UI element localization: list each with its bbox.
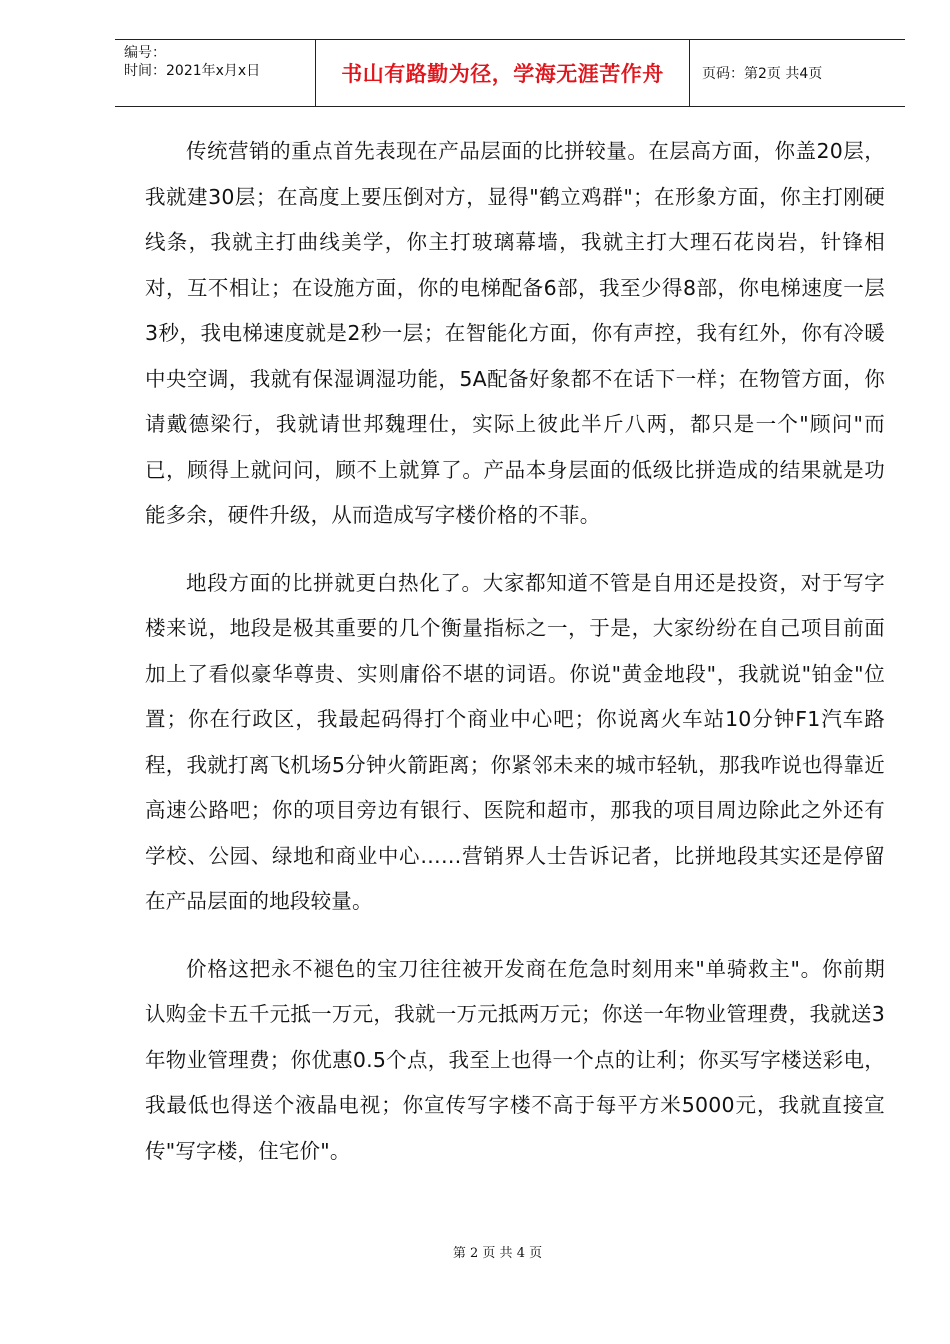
document-number-label: 编号： (124, 45, 166, 61)
body-paragraph: 传统营销的重点首先表现在产品层面的比拼较量。在层高方面，你盖20层，我就建30层；在高度上要压倒对方，显得"鹤立鸡群"；在形象方面，你主打刚硬线条，我就主打曲线美学，你主打玻璃幕墙，我就主打大理石花岗岩，针锋相对，互不相让；在设施方面，你的电梯配备6部，我至少得8部，你电梯速度一层3秒，我电梯速度就是2秒一层；在智能化方面，你有声控，我有红外，你有冷暖中央空调，我就有保湿调湿功能，5A配备好象都不在话下一样；在物管方面，你请戴德梁行，我就请世邦魏理仕，实际上彼此半斤八两，都只是一个"顾问"而已，顾得上就问问，顾不上就算了。产品本身层面的低级比拼造成的结果就是功能多余，硬件升级，从而造成写字楼价格的不菲。 (145, 139, 885, 527)
document-time-label: 时间：2021年x月x日 (124, 63, 261, 79)
header-page-info: 页码：第2页 共4页 (702, 66, 823, 82)
document-body (145, 129, 885, 1174)
body-paragraph: 地段方面的比拼就更白热化了。大家都知道不管是自用还是投资，对于写字楼来说，地段是极其重要的几个衡量指标之一，于是，大家纷纷在自己项目前面加上了看似豪华尊贵、实则庸俗不堪的词语。你说"黄金地段"，我就说"铂金"位置；你在行政区，我最起码得打个商业中心吧；你说离火车站10分钟F1汽车路程，我就打离飞机场5分钟火箭距离；你紧邻未来的城市轻轨，那我咋说也得靠近高速公路吧；你的项目旁边有银行、医院和超市，那我的项目周边除此之外还有学校、公园、绿地和商业中心……营销界人士告诉记者，比拼地段其实还是停留在产品层面的地段较量。 (145, 570, 885, 913)
page-header (115, 39, 905, 107)
body-paragraph: 价格这把永不褪色的宝刀往往被开发商在危急时刻用来"单骑救主"。你前期认购金卡五千元抵一万元，我就一万元抵两万元；你送一年物业管理费，我就送3年物业管理费；你优惠0.5个点，我至上也得一个点的让利；你买写字楼送彩电，我最低也得送个液晶电视；你宣传写字楼不高于每平方米5000元，我就直接宣传"写字楼，住宅价"。 (145, 956, 885, 1163)
page-footer: 第 2 页 共 4 页 (452, 1246, 543, 1261)
header-motto: 书山有路勤为径，学海无涯苦作舟 (316, 40, 690, 106)
header-meta (115, 40, 316, 106)
